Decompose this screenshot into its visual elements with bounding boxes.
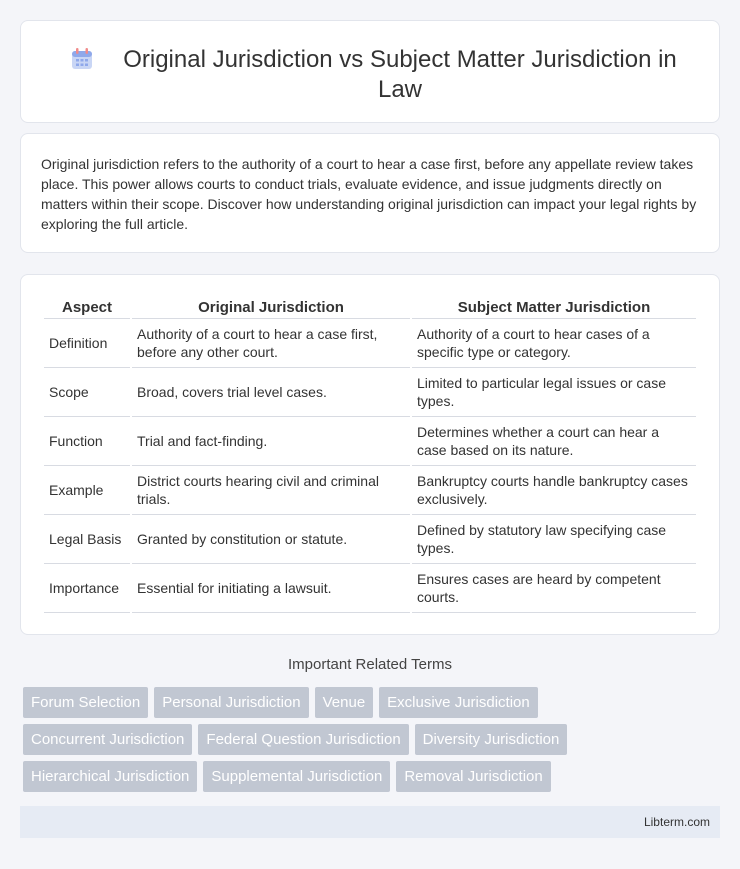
related-term-tag[interactable]: Personal Jurisdiction	[154, 687, 308, 718]
cell-subject-matter: Limited to particular legal issues or case types.	[412, 368, 696, 417]
header-original: Original Jurisdiction	[132, 295, 410, 319]
related-term-tag[interactable]: Exclusive Jurisdiction	[379, 687, 538, 718]
table-header-row	[44, 295, 696, 319]
related-terms-row	[23, 687, 723, 718]
cell-subject-matter: Determines whether a court can hear a case based on its nature.	[412, 417, 696, 466]
header-card	[20, 20, 720, 123]
cell-original: Essential for initiating a lawsuit.	[132, 564, 410, 613]
table-row	[44, 417, 696, 466]
related-terms-title: Important Related Terms	[288, 656, 452, 673]
table-row	[44, 368, 696, 417]
cell-subject-matter: Ensures cases are heard by competent courts.	[412, 564, 696, 613]
cell-original: Granted by constitution or statute.	[132, 515, 410, 564]
comparison-card	[20, 274, 720, 635]
table-row	[44, 564, 696, 613]
cell-aspect: Scope	[44, 368, 130, 417]
related-terms	[23, 687, 723, 798]
intro-card	[20, 133, 720, 253]
comparison-table	[42, 295, 698, 613]
related-term-tag[interactable]: Forum Selection	[23, 687, 148, 718]
related-term-tag[interactable]: Concurrent Jurisdiction	[23, 724, 192, 755]
cell-aspect: Function	[44, 417, 130, 466]
footer-site: Libterm.com	[643, 815, 710, 829]
table-row	[44, 515, 696, 564]
table-row	[44, 466, 696, 515]
related-term-tag[interactable]: Removal Jurisdiction	[396, 761, 550, 792]
page-title: Original Jurisdiction vs Subject Matter Jurisdiction in Law	[123, 46, 677, 103]
related-terms-row	[23, 724, 723, 755]
calendar-icon	[69, 46, 95, 77]
related-term-tag[interactable]: Federal Question Jurisdiction	[198, 724, 408, 755]
cell-aspect: Importance	[44, 564, 130, 613]
cell-original: Broad, covers trial level cases.	[132, 368, 410, 417]
related-term-tag[interactable]: Diversity Jurisdiction	[415, 724, 568, 755]
cell-original: Authority of a court to hear a case first, before any other court.	[132, 319, 410, 368]
cell-subject-matter: Bankruptcy courts handle bankruptcy cases exclusively.	[412, 466, 696, 515]
header-aspect: Aspect	[44, 295, 130, 319]
cell-original: Trial and fact-finding.	[132, 417, 410, 466]
cell-original: District courts hearing civil and criminal trials.	[132, 466, 410, 515]
footer	[20, 806, 720, 838]
cell-aspect: Example	[44, 466, 130, 515]
intro-text: Original jurisdiction refers to the authority of a court to hear a case first, before any appellate review takes place. This power allows courts to conduct trials, evaluate evidence, and issue judgments directly on matters within their scope. Discover how understanding original jurisdiction can impact your legal rights by exploring the full article.	[41, 156, 697, 232]
cell-subject-matter: Defined by statutory law specifying case types.	[412, 515, 696, 564]
related-term-tag[interactable]: Hierarchical Jurisdiction	[23, 761, 197, 792]
header-subject-matter: Subject Matter Jurisdiction	[412, 295, 696, 319]
cell-subject-matter: Authority of a court to hear cases of a specific type or category.	[412, 319, 696, 368]
cell-aspect: Legal Basis	[44, 515, 130, 564]
related-terms-row	[23, 761, 723, 792]
related-term-tag[interactable]: Venue	[315, 687, 374, 718]
related-term-tag[interactable]: Supplemental Jurisdiction	[203, 761, 390, 792]
table-row	[44, 319, 696, 368]
cell-aspect: Definition	[44, 319, 130, 368]
